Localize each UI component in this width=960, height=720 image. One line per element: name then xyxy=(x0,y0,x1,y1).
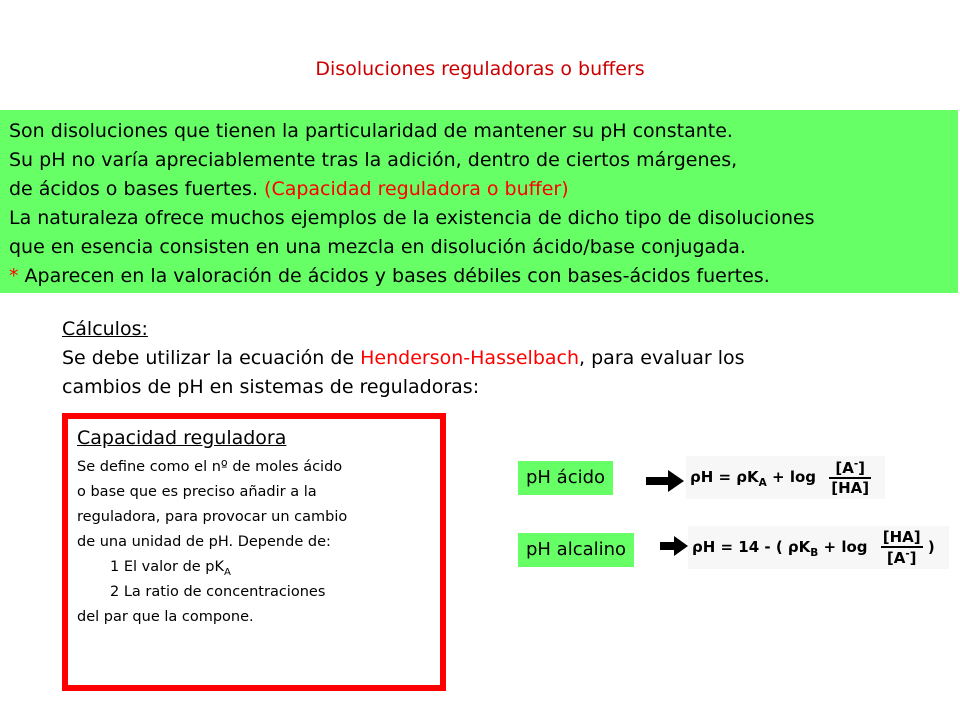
capacity-note: (Capacidad reguladora o buffer) xyxy=(264,178,569,200)
den-sup: - xyxy=(905,548,910,560)
formula-denominator xyxy=(881,548,923,567)
ph-alkaline-label: pH alcalino xyxy=(518,533,634,567)
ph-alkaline-formula xyxy=(688,526,949,569)
capacity-item-1 xyxy=(110,557,231,583)
intro-line-2: Su pH no varía apreciablemente tras la adición, dentro de ciertos márgenes, xyxy=(9,149,738,171)
formula-op: + log xyxy=(766,468,817,486)
arrow-right-icon xyxy=(646,470,684,492)
intro-line-3-text: de ácidos o bases fuertes. xyxy=(9,178,265,200)
calc-heading: Cálculos: xyxy=(62,318,148,340)
intro-line-4: La naturaleza ofrece muchos ejemplos de la existencia de dicho tipo de disoluciones xyxy=(9,207,815,229)
den-text: [A xyxy=(886,549,906,567)
formula-sub: A xyxy=(758,477,767,489)
den-close: ] xyxy=(909,549,917,567)
capacity-box xyxy=(62,413,446,691)
capacity-line: o base que es preciso añadir a la xyxy=(77,484,317,500)
num-close: ] xyxy=(858,459,866,477)
formula-lhs: ρH = 14 - ( ρK xyxy=(692,538,811,556)
intro-line-6-text: Aparecen en la valoración de ácidos y bases débiles con bases-ácidos fuertes. xyxy=(18,265,770,287)
formula-fraction xyxy=(881,528,923,567)
calc-line-1b: , para evaluar los xyxy=(579,347,745,369)
formula-numerator: [HA] xyxy=(882,528,921,546)
capacity-item-1-text: 1 El valor de pK xyxy=(110,559,225,575)
intro-box xyxy=(0,110,958,293)
capacity-line: de una unidad de pH. Depende de: xyxy=(77,534,331,550)
ph-acid-formula xyxy=(686,456,885,499)
formula-lhs: ρH = ρK xyxy=(690,468,759,486)
intro-line-3 xyxy=(9,176,569,202)
formula-numerator xyxy=(829,458,871,479)
ph-acid-label: pH ácido xyxy=(518,461,613,495)
intro-line-5: que en esencia consisten en una mezcla en disolución ácido/base conjugada. xyxy=(9,236,746,258)
calc-line-2: cambios de pH en sistemas de reguladoras: xyxy=(62,376,480,398)
num-text: [A xyxy=(835,459,854,477)
formula-denominator: [HA] xyxy=(831,479,870,497)
capacity-title: Capacidad reguladora xyxy=(77,427,287,449)
arrow-right-icon xyxy=(660,536,688,556)
formula-close: ) xyxy=(922,538,935,556)
formula-sub: B xyxy=(810,547,819,559)
capacity-item-1-sub: A xyxy=(224,566,231,578)
capacity-line: Se define como el nº de moles ácido xyxy=(77,459,343,475)
asterisk-mark: * xyxy=(9,265,19,287)
page-title: Disoluciones reguladoras o buffers xyxy=(315,58,645,80)
capacity-line: reguladora, para provocar un cambio xyxy=(77,509,348,525)
calc-line-1 xyxy=(62,345,745,371)
num-sup: - xyxy=(853,458,859,470)
capacity-line: del par que la compone. xyxy=(77,609,254,625)
formula-op: + log xyxy=(818,538,868,556)
calc-line-1a: Se debe utilizar la ecuación de xyxy=(62,347,361,369)
henderson-hasselbach: Henderson-Hasselbach xyxy=(360,347,580,369)
intro-line-6 xyxy=(9,263,770,289)
formula-fraction xyxy=(829,458,871,497)
capacity-item-2: 2 La ratio de concentraciones xyxy=(110,584,326,600)
intro-line-1: Son disoluciones que tienen la particularidad de mantener su pH constante. xyxy=(9,120,733,142)
